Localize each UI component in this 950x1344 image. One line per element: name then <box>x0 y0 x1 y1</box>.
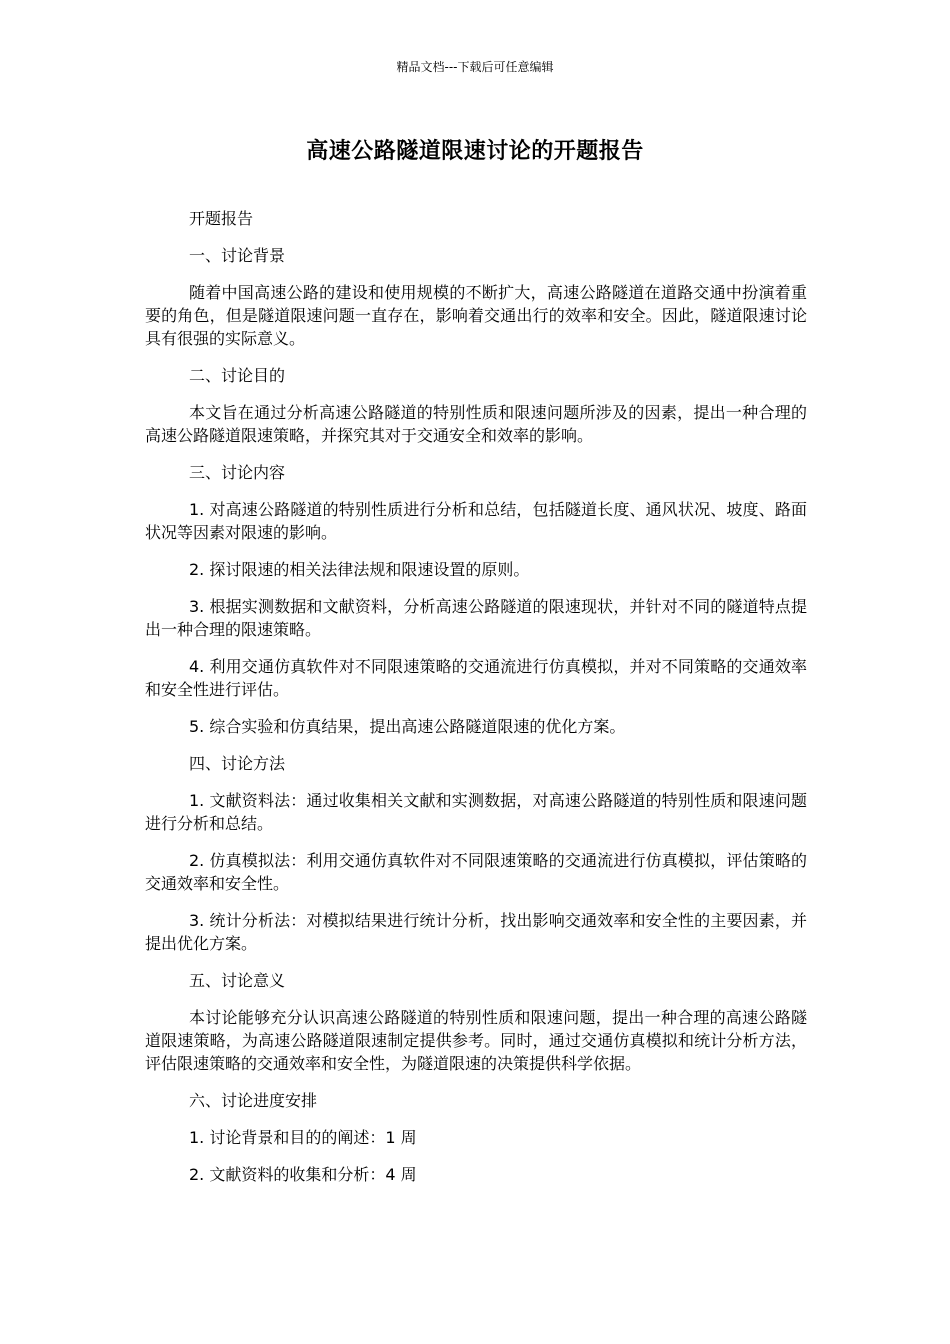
page-header-note: 精品文档---下载后可任意编辑 <box>396 60 554 74</box>
section-heading-purpose: 二、讨论目的 <box>189 366 286 385</box>
list-item-content-5: 5. 综合实验和仿真结果，提出高速公路隧道限速的优化方案。 <box>189 717 626 736</box>
paragraph-background: 随着中国高速公路的建设和使用规模的不断扩大，高速公路隧道在道路交通中扮演着重要的角色，但是隧道限速问题一直存在，影响着交通出行的效率和安全。因此，隧道限速讨论具有很强的实际意义。 <box>145 283 807 348</box>
document-title: 高速公路隧道限速讨论的开题报告 <box>306 139 644 164</box>
section-heading-background: 一、讨论背景 <box>189 246 286 265</box>
document-body <box>145 207 807 1200</box>
list-item-schedule-1: 1. 讨论背景和目的的阐述：1 周 <box>189 1128 417 1147</box>
section-heading-content: 三、讨论内容 <box>189 463 286 482</box>
list-item-method-2: 2. 仿真模拟法：利用交通仿真软件对不同限速策略的交通流进行仿真模拟，评估策略的交通效率和安全性。 <box>145 851 807 893</box>
list-item-method-1: 1. 文献资料法：通过收集相关文献和实测数据，对高速公路隧道的特别性质和限速问题进行分析和总结。 <box>145 791 807 833</box>
list-item-content-4: 4. 利用交通仿真软件对不同限速策略的交通流进行仿真模拟，并对不同策略的交通效率和安全性进行评估。 <box>145 657 807 699</box>
list-item-content-1: 1. 对高速公路隧道的特别性质进行分析和总结，包括隧道长度、通风状况、坡度、路面状况等因素对限速的影响。 <box>145 500 807 542</box>
paragraph-report-label: 开题报告 <box>189 209 254 228</box>
section-heading-schedule: 六、讨论进度安排 <box>189 1091 318 1110</box>
list-item-schedule-2: 2. 文献资料的收集和分析：4 周 <box>189 1165 417 1184</box>
paragraph-significance: 本讨论能够充分认识高速公路隧道的特别性质和限速问题，提出一种合理的高速公路隧道限速策略，为高速公路隧道限速制定提供参考。同时，通过交通仿真模拟和统计分析方法，评估限速策略的交通效率和安全性，为隧道限速的决策提供科学依据。 <box>145 1008 807 1073</box>
section-heading-methods: 四、讨论方法 <box>189 754 286 773</box>
list-item-content-2: 2. 探讨限速的相关法律法规和限速设置的原则。 <box>189 560 530 579</box>
list-item-method-3: 3. 统计分析法：对模拟结果进行统计分析，找出影响交通效率和安全性的主要因素，并提出优化方案。 <box>145 911 807 953</box>
list-item-content-3: 3. 根据实测数据和文献资料，分析高速公路隧道的限速现状，并针对不同的隧道特点提出一种合理的限速策略。 <box>145 597 807 639</box>
section-heading-significance: 五、讨论意义 <box>189 971 286 990</box>
paragraph-purpose: 本文旨在通过分析高速公路隧道的特别性质和限速问题所涉及的因素，提出一种合理的高速公路隧道限速策略，并探究其对于交通安全和效率的影响。 <box>145 403 807 445</box>
